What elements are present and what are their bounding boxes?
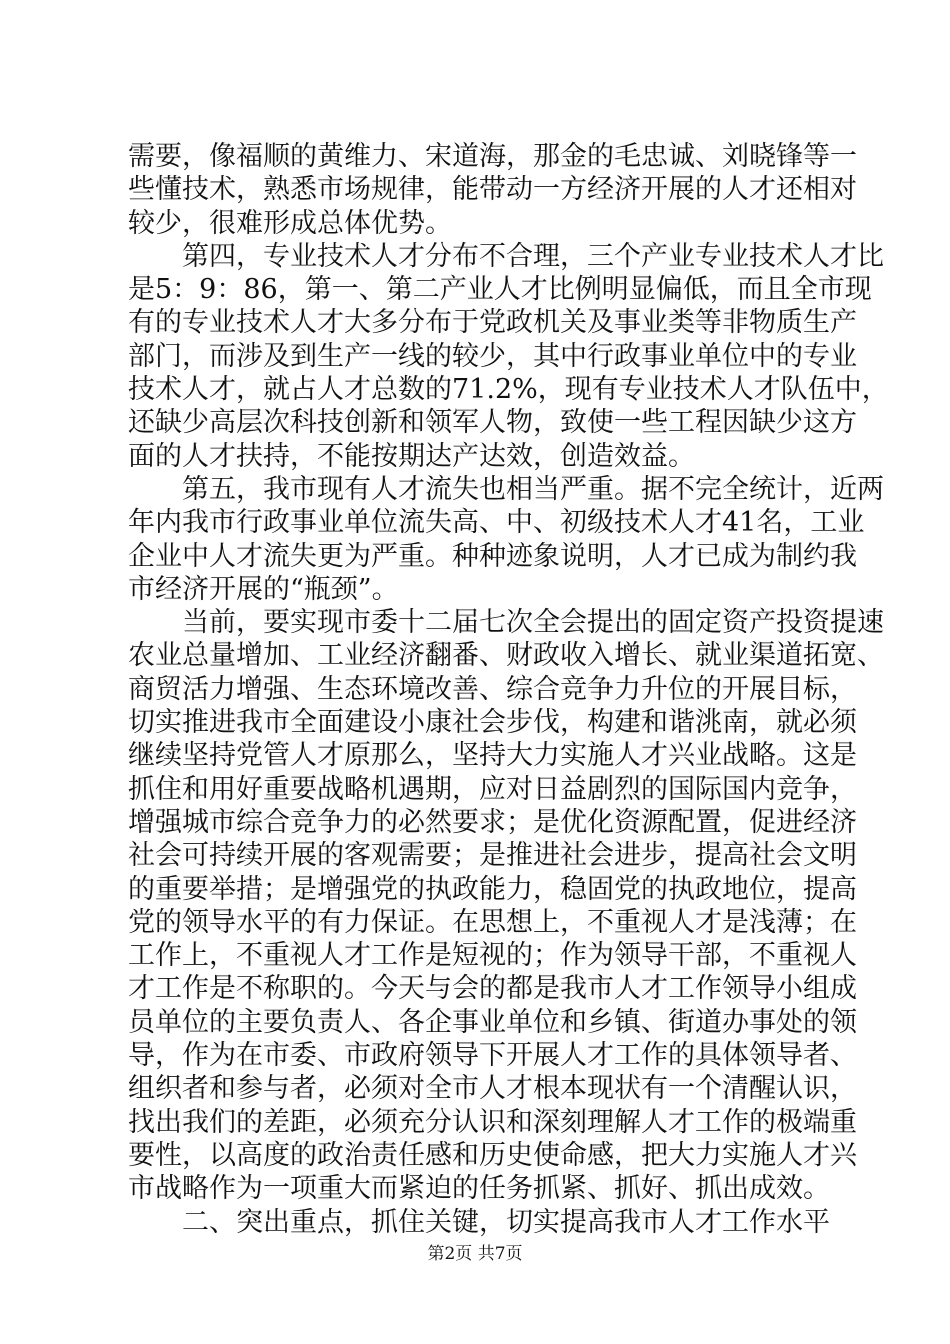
text-line: 增强城市综合竞争力的必然要求；是优化资源配置，促进经济 — [128, 806, 857, 838]
text-line: 党的领导水平的有力保证。在思想上，不重视人才是浅薄；在 — [128, 906, 857, 938]
text-line: 需要，像福顺的黄维力、宋道海，那金的毛忠诚、刘晓锋等一 — [128, 141, 857, 172]
text-line: 是5：9：86，第一、第二产业人才比例明显偏低，而且全市现 — [128, 274, 872, 306]
text-line: 员单位的主要负责人、各企事业单位和乡镇、街道办事处的领 — [128, 1006, 857, 1038]
text-line: 农业总量增加、工业经济翻番、财政收入增长、就业渠道拓宽、 — [128, 640, 884, 672]
section-heading: 二、突出重点，抓住关键，切实提高我市人才工作水平 — [182, 1206, 830, 1238]
text-line: 才工作是不称职的。今天与会的都是我市人才工作领导小组成 — [128, 973, 857, 1005]
text-line: 年内我市行政事业单位流失高、中、初级技术人才41名，工业 — [128, 507, 865, 539]
text-line: 市经济开展的“瓶颈”。 — [128, 573, 399, 605]
text-line: 企业中人才流失更为严重。种种迹象说明，人才已成为制约我 — [128, 540, 857, 572]
text-line: 商贸活力增强、生态环境改善、综合竞争力升位的开展目标， — [128, 673, 857, 705]
document-body — [128, 140, 889, 1239]
paragraph-start-line: 第四，专业技术人才分布不合理，三个产业专业技术人才比 — [182, 240, 884, 272]
text-line: 工作上，不重视人才工作是短视的；作为领导干部，不重视人 — [128, 940, 857, 972]
text-line: 市战略作为一项重大而紧迫的任务抓紧、抓好、抓出成效。 — [128, 1173, 830, 1205]
text-line: 技术人才，就占人才总数的71.2%，现有专业技术人才队伍中， — [128, 374, 889, 406]
text-line: 社会可持续开展的客观需要；是推进社会进步，提高社会文明 — [128, 840, 857, 872]
paragraph-start-line: 当前，要实现市委十二届七次全会提出的固定资产投资提速 — [182, 607, 884, 639]
text-line: 切实推进我市全面建设小康社会步伐，构建和谐洮南，就必须 — [128, 707, 857, 739]
text-line: 组织者和参与者，必须对全市人才根本现状有一个清醒认识， — [128, 1073, 857, 1105]
text-line: 导，作为在市委、市政府领导下开展人才工作的具体领导者、 — [128, 1040, 857, 1072]
text-line: 找出我们的差距，必须充分认识和深刻理解人才工作的极端重 — [128, 1106, 857, 1138]
paragraph-start-line: 第五，我市现有人才流失也相当严重。据不完全统计，近两 — [182, 473, 884, 505]
page-number: 第2页 共7页 — [427, 1244, 523, 1264]
text-line: 有的专业技术人才大多分布于党政机关及事业类等非物质生产 — [128, 307, 857, 339]
text-line: 还缺少高层次科技创新和领军人物，致使一些工程因缺少这方 — [128, 407, 857, 439]
text-line: 要性，以高度的政治责任感和历史使命感，把大力实施人才兴 — [128, 1139, 857, 1171]
text-line: 面的人才扶持，不能按期达产达效，创造效益。 — [128, 440, 695, 472]
text-line: 较少，很难形成总体优势。 — [128, 207, 452, 239]
text-line: 继续坚持党管人才原那么，坚持大力实施人才兴业战略。这是 — [128, 740, 857, 772]
text-line: 部门，而涉及到生产一线的较少，其中行政事业单位中的专业 — [128, 340, 857, 372]
page-footer — [0, 1244, 950, 1264]
text-line: 的重要举措；是增强党的执政能力，稳固党的执政地位，提高 — [128, 873, 857, 905]
text-line: 抓住和用好重要战略机遇期，应对日益剧烈的国际国内竞争， — [128, 773, 857, 805]
text-line: 些懂技术，熟悉市场规律，能带动一方经济开展的人才还相对 — [128, 174, 857, 206]
